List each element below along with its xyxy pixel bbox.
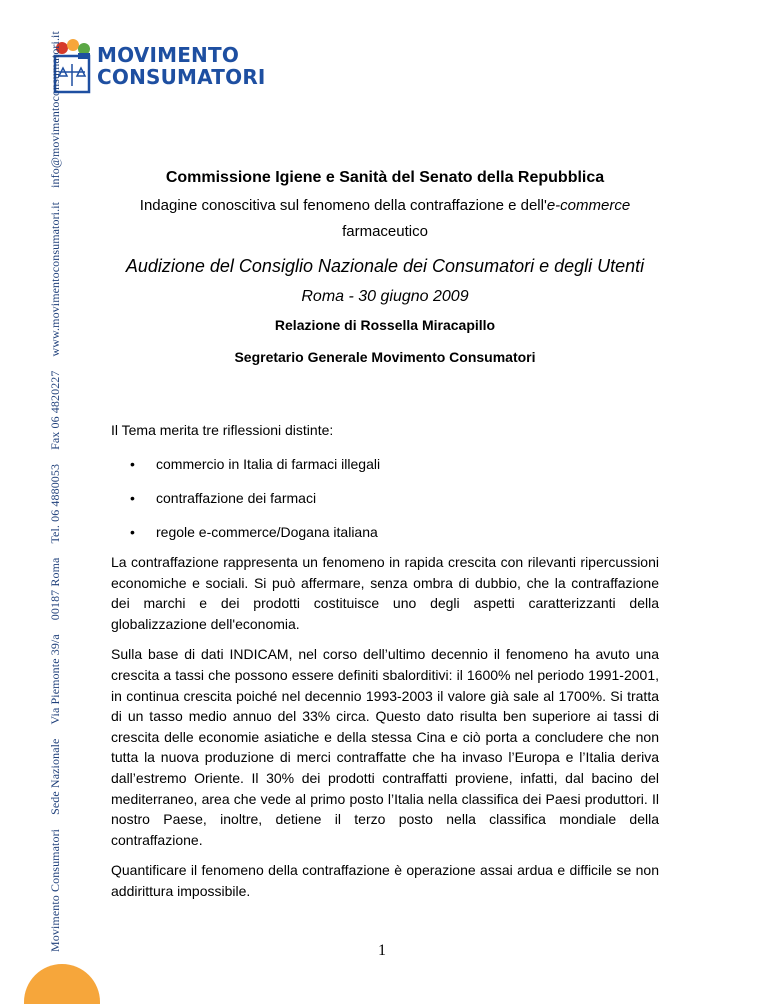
sidebar-address: Via Piemonte 39/a bbox=[48, 634, 62, 725]
topic-list bbox=[111, 454, 659, 542]
list-item bbox=[111, 522, 659, 542]
indagine-text: Indagine conoscitiva sul fenomeno della contraffazione e dell' bbox=[139, 197, 547, 214]
list-item-text: commercio in Italia di farmaci illegali bbox=[156, 456, 381, 472]
bullet-icon: • bbox=[130, 456, 135, 472]
segretario-line: Segretario Generale Movimento Consumatori bbox=[234, 349, 536, 365]
document-title: Commissione Igiene e Sanità del Senato della Repubblica bbox=[165, 169, 605, 186]
indagine-line-2: farmaceutico bbox=[342, 223, 428, 240]
list-item-text: regole e-commerce/Dogana italiana bbox=[156, 524, 378, 540]
logo-line-2: CONSUMATORI bbox=[97, 65, 266, 89]
bullet-icon: • bbox=[130, 524, 135, 540]
logo-line-1: MOVIMENTO bbox=[97, 43, 240, 67]
sidebar-org: Movimento Consumatori bbox=[48, 828, 62, 952]
date-line: Roma - 30 giugno 2009 bbox=[301, 288, 469, 305]
relazione-line: Relazione di Rossella Miracapillo bbox=[274, 317, 496, 333]
page-number: 1 bbox=[378, 942, 386, 959]
list-item bbox=[111, 488, 659, 508]
sidebar-sede: Sede Nazionale bbox=[48, 738, 62, 815]
movimento-consumatori-logo bbox=[53, 38, 266, 94]
intro-text: Il Tema merita tre riflessioni distinte: bbox=[111, 422, 334, 438]
paragraph: Quantificare il fenomeno della contraffazione è operazione assai ardua e difficile se non addirittura impossibile. bbox=[111, 862, 659, 899]
indagine-line bbox=[111, 194, 659, 218]
indagine-ecommerce: e-commerce bbox=[546, 197, 631, 214]
document-body bbox=[111, 168, 659, 912]
list-item bbox=[111, 454, 659, 474]
bullet-icon: • bbox=[130, 490, 135, 506]
list-item-text: contraffazione dei farmaci bbox=[156, 490, 317, 506]
paragraph: Sulla base di dati INDICAM, nel corso dell’ultimo decennio il fenomeno ha avuto una crescita a tassi che possono essere definiti sbalorditivi: il 1600% nel periodo 1991-2001, in continua crescita poiché nel decennio 1993-2003 il valore già sale al 1700%. Si tratta di un tasso medio annuo del 33% circa. Questo dato risulta ben superiore ai tassi di crescita delle economie asiatiche e della stessa Cina e ciò porta a concludere che non tutta la nuova produzione di merci contraffatte che ha invaso l’Europa e l’Italia deriva dall’estremo Oriente. Il 30% dei prodotti contraffatti proviene, infatti, dal bacino del mediterraneo, area che vede al primo posto l’Italia nella classifica dei Paesi produttori. Il nostro Paese, inoltre, detiene il terzo posto nella classifica mondiale della contraffazione. bbox=[111, 646, 659, 848]
sidebar-contact-strip bbox=[48, 31, 63, 952]
sidebar-city: 00187 Roma bbox=[48, 557, 62, 621]
paragraph: La contraffazione rappresenta un fenomeno in rapida crescita con rilevanti ripercussioni economiche e sociali. Si può affermare, senza ombra di dubbio, che la contraffazione dei marchi e dei prodotti costituisce uno degli aspetti caratterizzanti della globalizzazione dell'economia. bbox=[111, 554, 659, 632]
sidebar-fax: Fax 06 4820227 bbox=[48, 370, 62, 450]
sidebar-website: www.movimentoconsumatori.it bbox=[48, 201, 62, 357]
sidebar-tel: Tel. 06 4880053 bbox=[48, 463, 62, 544]
sidebar-email: info@movimentoconsumatori.it bbox=[48, 31, 62, 188]
orange-corner-decoration bbox=[24, 964, 100, 1004]
audizione-heading: Audizione del Consiglio Nazionale dei Consumatori e degli Utenti bbox=[125, 256, 645, 276]
